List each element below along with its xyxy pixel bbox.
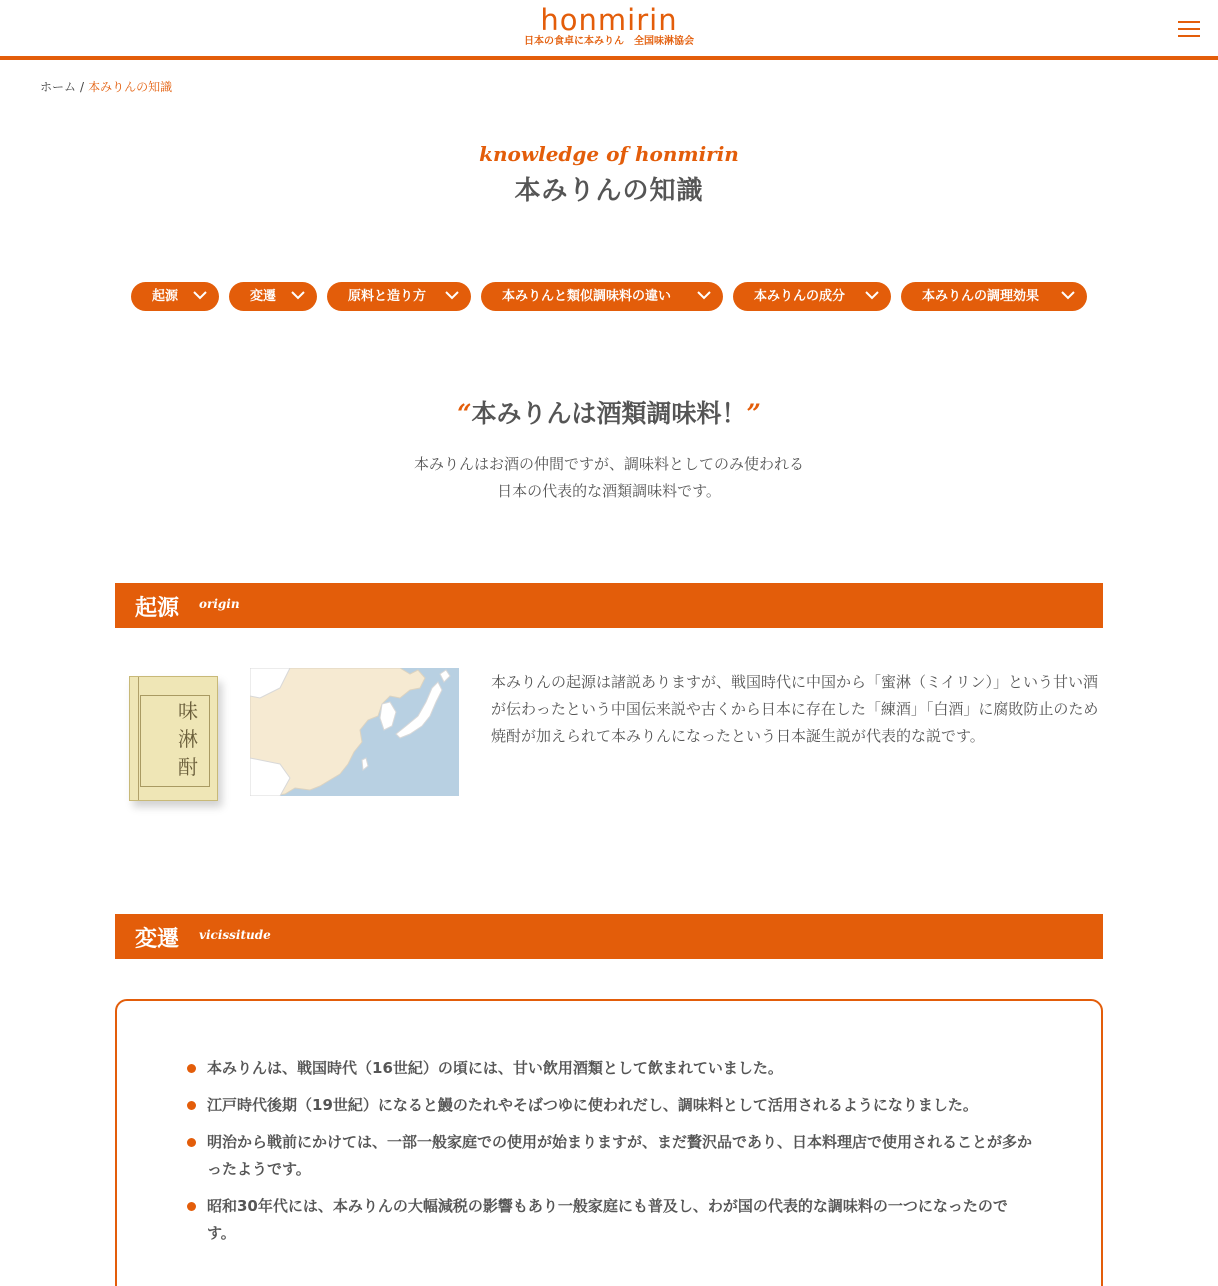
list-item-text: 本みりんは、戦国時代（16世紀）の頃には、甘い飲用酒類として飲まれていました。 [207, 1059, 783, 1077]
hamburger-menu-icon[interactable] [1178, 19, 1200, 39]
section-heading-en: origin [199, 597, 240, 611]
list-item [205, 1092, 1035, 1119]
site-logo[interactable] [0, 4, 1218, 48]
page-title-en: knowledge of honmirin [479, 142, 739, 166]
site-header [0, 0, 1218, 60]
bullet-dot-icon [187, 1064, 196, 1073]
list-item-text: 明治から戦前にかけては、一部一般家庭での使用が始まりますが、まだ贅沢品であり、日本料理店で使用されることが多かったようです。 [207, 1133, 1033, 1178]
chevron-down-icon [193, 290, 207, 300]
nav-item-label: 本みりんの成分 [754, 289, 846, 304]
list-item [205, 1193, 1035, 1247]
nav-item-label: 原料と造り方 [348, 289, 427, 304]
list-item-text: 江戸時代後期（19世紀）になると鰻のたれやそばつゆに使われだし、調味料として活用されるようになりました。 [207, 1096, 978, 1114]
nav-item-components[interactable] [733, 282, 891, 311]
old-book-image [129, 676, 218, 801]
breadcrumb-current: 本みりんの知識 [88, 80, 173, 94]
nav-item-difference[interactable] [481, 282, 723, 311]
breadcrumb-separator: / [80, 80, 85, 94]
catch-text: 本みりんは酒類調味料！ [471, 399, 747, 428]
logo-tagline: 日本の食卓に本みりん 全国味淋協会 [524, 36, 694, 47]
logo-text: honmirin [540, 3, 678, 37]
nav-item-vicissitude[interactable] [229, 282, 317, 311]
origin-body-text: 本みりんの起源は諸説ありますが、戦国時代に中国から「蜜淋（ミイリン）」という甘い酒が伝わったという中国伝来説や古くから日本に存在した「練酒」「白酒」に腐敗防止のため焼酎が加えられて本みりんになったという日本誕生説が代表的な説です。 [491, 673, 1099, 745]
catch-lead [0, 451, 1218, 505]
nav-item-label: 変遷 [250, 289, 277, 304]
open-quote: “ [457, 399, 472, 428]
lead-line: 日本の代表的な酒類調味料です。 [497, 482, 721, 500]
chevron-down-icon [865, 290, 879, 300]
bullet-dot-icon [187, 1101, 196, 1110]
chevron-down-icon [697, 290, 711, 300]
list-item [205, 1055, 1035, 1082]
chevron-down-icon [445, 290, 459, 300]
section-heading-jp: 変遷 [135, 927, 180, 952]
catch-heading [0, 394, 1218, 430]
section-heading-jp: 起源 [135, 596, 180, 621]
east-asia-map-image [250, 668, 459, 796]
chevron-down-icon [1061, 290, 1075, 300]
page-title: 本みりんの知識 [514, 176, 704, 206]
nav-item-origin[interactable] [131, 282, 219, 311]
section-heading-vicissitude [115, 914, 1103, 959]
bullet-dot-icon [187, 1138, 196, 1147]
list-item-text: 昭和30年代には、本みりんの大幅減税の影響もあり一般家庭にも普及し、わが国の代表的な調味料の一つになったのです。 [207, 1197, 1008, 1242]
chevron-down-icon [291, 290, 305, 300]
breadcrumb [40, 78, 172, 95]
nav-item-label: 本みりんの調理効果 [922, 289, 1040, 304]
book-title: 味淋酎 [178, 699, 198, 779]
breadcrumb-home-link[interactable]: ホーム [40, 80, 77, 94]
nav-item-label: 本みりんと類似調味料の違い [502, 289, 672, 304]
close-quote: ” [746, 399, 761, 428]
bullet-dot-icon [187, 1202, 196, 1211]
lead-line: 本みりんはお酒の仲間ですが、調味料としてのみ使われる [413, 455, 804, 473]
section-heading-en: vicissitude [199, 928, 271, 942]
nav-item-cooking-effects[interactable] [901, 282, 1087, 311]
vicissitude-box [115, 999, 1103, 1286]
list-item [205, 1129, 1035, 1183]
nav-item-label: 起源 [152, 289, 179, 304]
nav-item-ingredients[interactable] [327, 282, 471, 311]
map-graphic [250, 668, 459, 796]
section-heading-origin [115, 583, 1103, 628]
vicissitude-list [205, 1055, 1035, 1257]
